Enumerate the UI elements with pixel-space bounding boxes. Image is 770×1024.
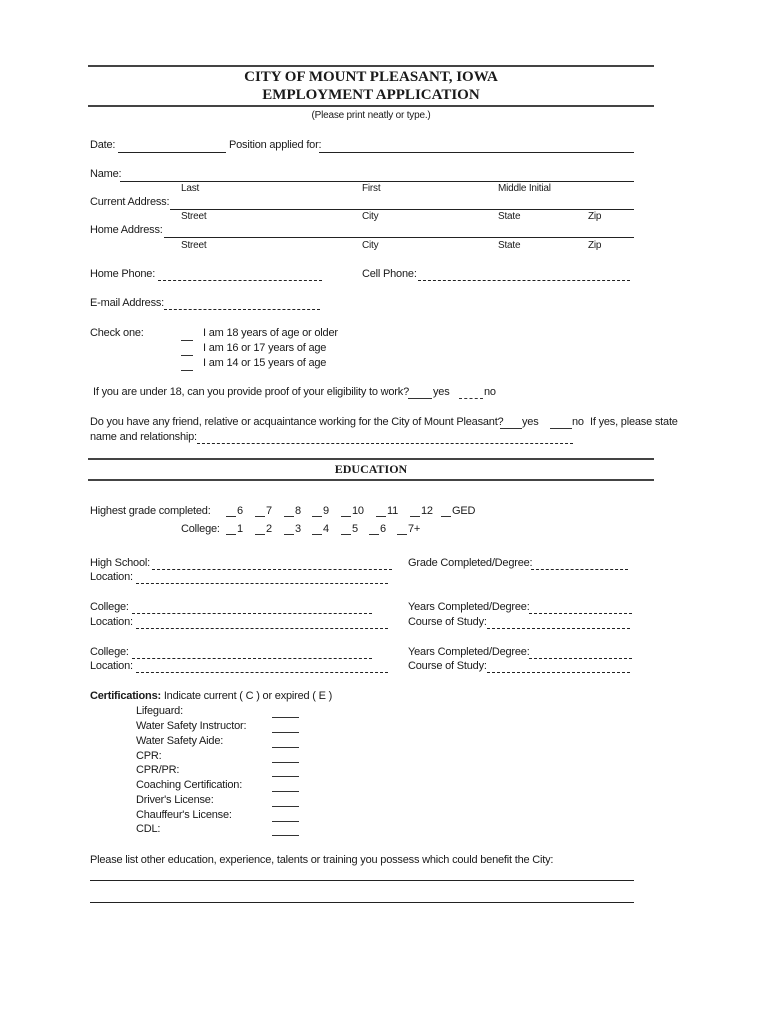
cert-cdl: CDL: (136, 823, 161, 835)
college1-location-field[interactable] (136, 628, 388, 629)
college-3-blank[interactable] (284, 534, 294, 535)
college2-course-label: Course of Study: (408, 660, 487, 672)
high-school-label: High School: (90, 557, 150, 569)
name-field[interactable] (120, 181, 634, 182)
cert-cdl-field[interactable] (272, 835, 299, 836)
cert-chauffeur: Chauffeur's License: (136, 809, 232, 821)
hs-location-field[interactable] (136, 583, 388, 584)
cert-drivers-field[interactable] (272, 806, 299, 807)
position-field[interactable] (319, 152, 634, 153)
date-field[interactable] (118, 152, 226, 153)
college-6-blank[interactable] (369, 534, 379, 535)
college-7-blank[interactable] (397, 534, 407, 535)
other-education-prompt: Please list other education, experience, talents or training you possess which could benefit the City: (90, 854, 554, 866)
grade-ged: GED (452, 505, 476, 517)
current-sub-city: City (362, 211, 379, 222)
home-phone-field[interactable] (158, 280, 322, 281)
age-check-18[interactable] (181, 340, 193, 341)
grade-11-blank[interactable] (376, 516, 386, 517)
current-sub-state: State (498, 211, 521, 222)
age-option-18: I am 18 years of age or older (203, 327, 338, 339)
grade-completed-field[interactable] (531, 569, 628, 570)
age-check-14[interactable] (181, 370, 193, 371)
header-bottom-rule (88, 105, 654, 107)
high-school-field[interactable] (152, 569, 392, 570)
relationship-field[interactable] (197, 443, 573, 444)
grade-ged-blank[interactable] (441, 516, 451, 517)
date-label: Date: (90, 139, 116, 151)
if-yes-text: If yes, please state (590, 416, 678, 428)
current-sub-zip: Zip (588, 211, 602, 222)
college-2-blank[interactable] (255, 534, 265, 535)
relative-no-label: no (572, 416, 584, 428)
college-year-6: 6 (380, 523, 386, 535)
grade-7-blank[interactable] (255, 516, 265, 517)
education-top-rule (88, 458, 654, 460)
home-phone-label: Home Phone: (90, 268, 156, 280)
cert-coaching-field[interactable] (272, 791, 299, 792)
certifications-heading (90, 690, 332, 702)
age-option-16: I am 16 or 17 years of age (203, 342, 327, 354)
college1-field[interactable] (132, 613, 372, 614)
college1-years-label: Years Completed/Degree: (408, 601, 530, 613)
title-line1: CITY OF MOUNT PLEASANT, IOWA (244, 69, 498, 85)
current-sub-street: Street (181, 211, 207, 222)
home-sub-city: City (362, 240, 379, 251)
home-sub-zip: Zip (588, 240, 602, 251)
check-one-label: Check one: (90, 327, 144, 339)
proof-yes-label: yes (433, 386, 450, 398)
top-double-rule (88, 65, 654, 67)
college2-label: College: (90, 646, 129, 658)
cert-coaching: Coaching Certification: (136, 779, 243, 791)
college2-years-label: Years Completed/Degree: (408, 646, 530, 658)
cert-drivers: Driver's License: (136, 794, 214, 806)
cert-wsa-field[interactable] (272, 747, 299, 748)
cert-lifeguard: Lifeguard: (136, 705, 183, 717)
current-address-field[interactable] (170, 209, 634, 210)
other-education-line-1[interactable] (90, 880, 634, 881)
certifications-note: Indicate current ( C ) or expired ( E ) (163, 690, 333, 702)
cert-cprpr: CPR/PR: (136, 764, 180, 776)
cert-cpr: CPR: (136, 750, 162, 762)
college-year-2: 2 (266, 523, 272, 535)
college-years-label: College: (181, 523, 220, 535)
college-year-7plus: 7+ (408, 523, 421, 535)
home-sub-state: State (498, 240, 521, 251)
cell-phone-field[interactable] (418, 280, 630, 281)
grade-10: 10 (352, 505, 364, 517)
name-sub-middle: Middle Initial (498, 183, 551, 194)
grade-10-blank[interactable] (341, 516, 351, 517)
highest-grade-label: Highest grade completed: (90, 505, 211, 517)
college-year-3: 3 (295, 523, 301, 535)
college1-years-field[interactable] (529, 613, 632, 614)
cert-lifeguard-field[interactable] (272, 717, 299, 718)
home-address-field[interactable] (164, 237, 634, 238)
college1-label: College: (90, 601, 129, 613)
grade-7: 7 (266, 505, 272, 517)
other-education-line-2[interactable] (90, 902, 634, 903)
relative-question: Do you have any friend, relative or acquaintance working for the City of Mount Pleasant? (90, 416, 504, 428)
current-address-label: Current Address: (90, 196, 170, 208)
college-1-blank[interactable] (226, 534, 236, 535)
relative-no-field[interactable] (550, 428, 572, 429)
grade-completed-label: Grade Completed/Degree: (408, 557, 533, 569)
home-sub-street: Street (181, 240, 207, 251)
name-label: Name: (90, 168, 122, 180)
cert-wsi: Water Safety Instructor: (136, 720, 247, 732)
relationship-label: name and relationship: (90, 431, 197, 443)
instruction-text: (Please print neatly or type.) (311, 110, 431, 121)
college1-course-field[interactable] (487, 628, 630, 629)
cert-wsa: Water Safety Aide: (136, 735, 224, 747)
proof-no-field[interactable] (459, 398, 483, 399)
name-sub-first: First (362, 183, 381, 194)
college2-course-field[interactable] (487, 672, 630, 673)
grade-12: 12 (421, 505, 433, 517)
grade-6: 6 (237, 505, 243, 517)
education-bottom-rule (88, 479, 654, 481)
certifications-bold: Certifications: (90, 690, 161, 702)
relative-yes-label: yes (522, 416, 539, 428)
grade-6-blank[interactable] (226, 516, 236, 517)
college2-location-field[interactable] (136, 672, 388, 673)
grade-9-blank[interactable] (312, 516, 322, 517)
email-label: E-mail Address: (90, 297, 165, 309)
name-sub-last: Last (181, 183, 200, 194)
grade-8-blank[interactable] (284, 516, 294, 517)
grade-9: 9 (323, 505, 329, 517)
cert-wsi-field[interactable] (272, 732, 299, 733)
college-4-blank[interactable] (312, 534, 322, 535)
college-year-5: 5 (352, 523, 358, 535)
college2-field[interactable] (132, 658, 372, 659)
college-year-4: 4 (323, 523, 329, 535)
cell-phone-label: Cell Phone: (362, 268, 417, 280)
hs-location-label: Location: (90, 571, 133, 583)
college2-years-field[interactable] (529, 658, 632, 659)
grade-11: 11 (387, 505, 399, 517)
relative-yes-field[interactable] (500, 428, 522, 429)
college1-location-label: Location: (90, 616, 133, 628)
proof-question: If you are under 18, can you provide proof of your eligibility to work? (93, 386, 409, 398)
age-option-14: I am 14 or 15 years of age (203, 357, 327, 369)
grade-8: 8 (295, 505, 301, 517)
college1-course-label: Course of Study: (408, 616, 487, 628)
grade-12-blank[interactable] (410, 516, 420, 517)
proof-yes-field[interactable] (408, 398, 432, 399)
home-address-label: Home Address: (90, 224, 163, 236)
cert-cprpr-field[interactable] (272, 776, 299, 777)
cert-cpr-field[interactable] (272, 762, 299, 763)
college-5-blank[interactable] (341, 534, 351, 535)
college2-location-label: Location: (90, 660, 133, 672)
age-check-16[interactable] (181, 355, 193, 356)
education-heading: EDUCATION (334, 462, 408, 476)
position-label: Position applied for: (229, 139, 322, 151)
college-year-1: 1 (237, 523, 243, 535)
cert-chauffeur-field[interactable] (272, 821, 299, 822)
proof-no-label: no (484, 386, 496, 398)
title-line2: EMPLOYMENT APPLICATION (262, 87, 480, 103)
email-field[interactable] (164, 309, 320, 310)
